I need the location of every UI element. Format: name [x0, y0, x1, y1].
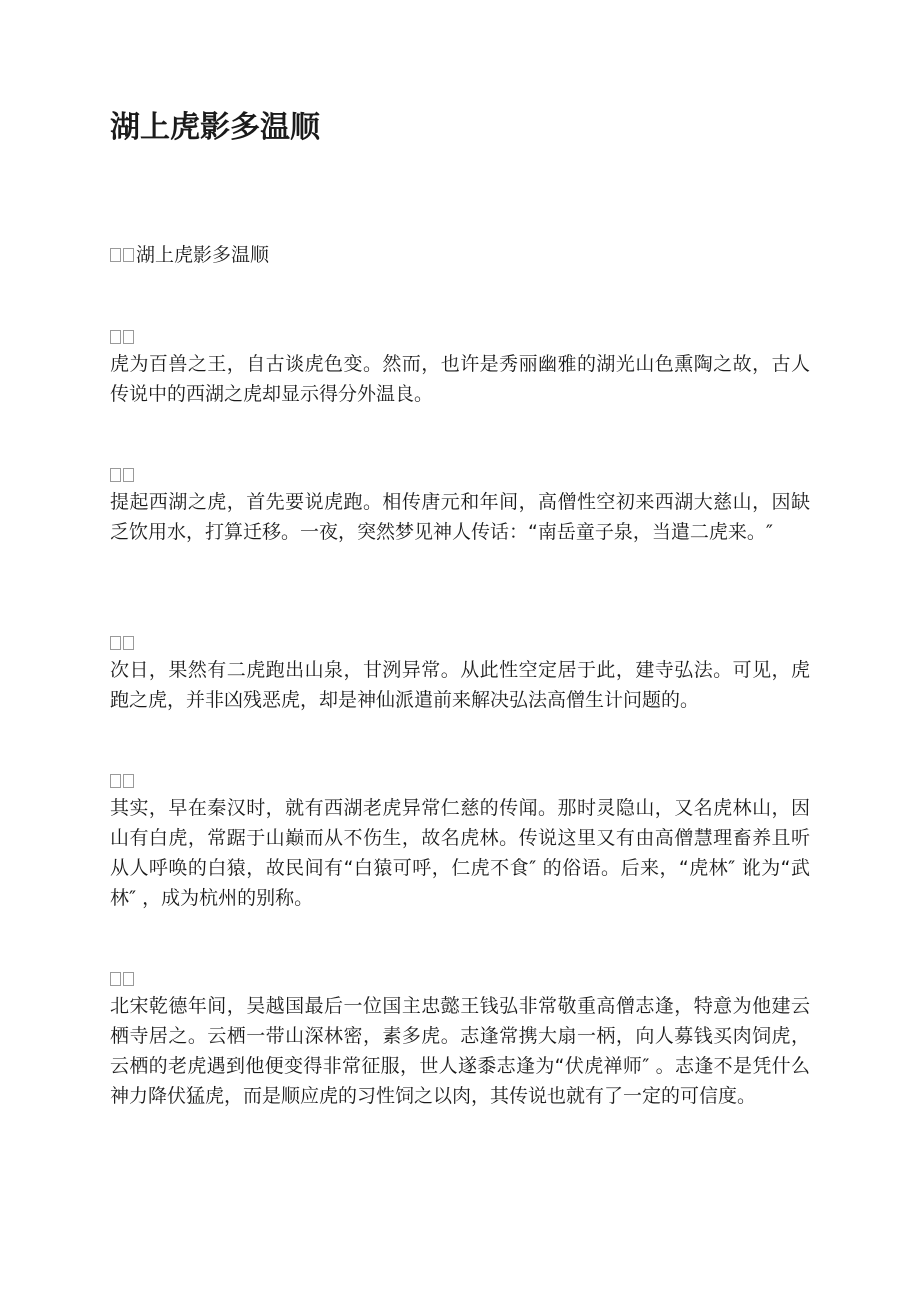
document-title: 湖上虎影多温顺 [110, 110, 320, 145]
missing-glyph-icon [110, 774, 121, 788]
paragraph-text: 虎为百兽之王，自古谈虎色变。然而，也许是秀丽幽雅的湖光山色熏陶之故，古人传说中的西湖之虎却显示得分外温良。 [110, 353, 810, 405]
paragraph [110, 969, 810, 1111]
missing-glyph-icon [110, 248, 121, 262]
paragraph-marker [110, 327, 810, 349]
paragraph-marker [110, 771, 810, 793]
subtitle-text: 湖上虎影多温顺 [136, 244, 270, 266]
document-subtitle [110, 241, 269, 269]
missing-glyph-icon [110, 636, 121, 650]
missing-glyph-icon [123, 774, 134, 788]
missing-glyph-icon [123, 330, 134, 344]
missing-glyph-icon [123, 248, 134, 262]
missing-glyph-icon [110, 972, 121, 986]
paragraph-text: 北宋乾德年间，吴越国最后一位国主忠懿王钱弘非常敬重高僧志逢，特意为他建云栖寺居之。云栖一带山深林密，素多虎。志逢常携大扇一柄，向人募钱买肉饲虎，云栖的老虎遇到他便变得非常征服，世人遂黍志逢为“伏虎禅师″ 。志逢不是凭什么神力降伏猛虎，而是顺应虎的习性饲之以肉，其传说也就有了一定的可信度。 [110, 995, 810, 1107]
paragraph [110, 465, 810, 547]
paragraph [110, 771, 810, 913]
missing-glyph-icon [123, 636, 134, 650]
missing-glyph-icon [123, 468, 134, 482]
paragraph [110, 327, 810, 409]
paragraph-marker [110, 969, 810, 991]
paragraph-text: 次日，果然有二虎跑出山泉，甘洌异常。从此性空定居于此，建寺弘法。可见，虎跑之虎，并非凶残恶虎，却是神仙派遣前来解决弘法高僧生计问题的。 [110, 659, 810, 711]
missing-glyph-icon [123, 972, 134, 986]
paragraph [110, 633, 810, 715]
missing-glyph-icon [110, 468, 121, 482]
paragraph-text: 其实，早在秦汉时，就有西湖老虎异常仁慈的传闻。那时灵隐山，又名虎林山，因山有白虎，常踞于山巅而从不伤生，故名虎林。传说这里又有由高僧慧理畜养且听从人呼唤的白猿，故民间有“白猿可呼，仁虎不食″ 的俗语。后来，“虎林″ 讹为“武林″ ，成为杭州的别称。 [110, 797, 810, 909]
paragraph-marker [110, 633, 810, 655]
paragraph-text: 提起西湖之虎，首先要说虎跑。相传唐元和年间，高僧性空初来西湖大慈山，因缺乏饮用水，打算迁移。一夜，突然梦见神人传话：“南岳童子泉，当遣二虎来。″ [110, 491, 810, 543]
paragraph-marker [110, 465, 810, 487]
missing-glyph-icon [110, 330, 121, 344]
